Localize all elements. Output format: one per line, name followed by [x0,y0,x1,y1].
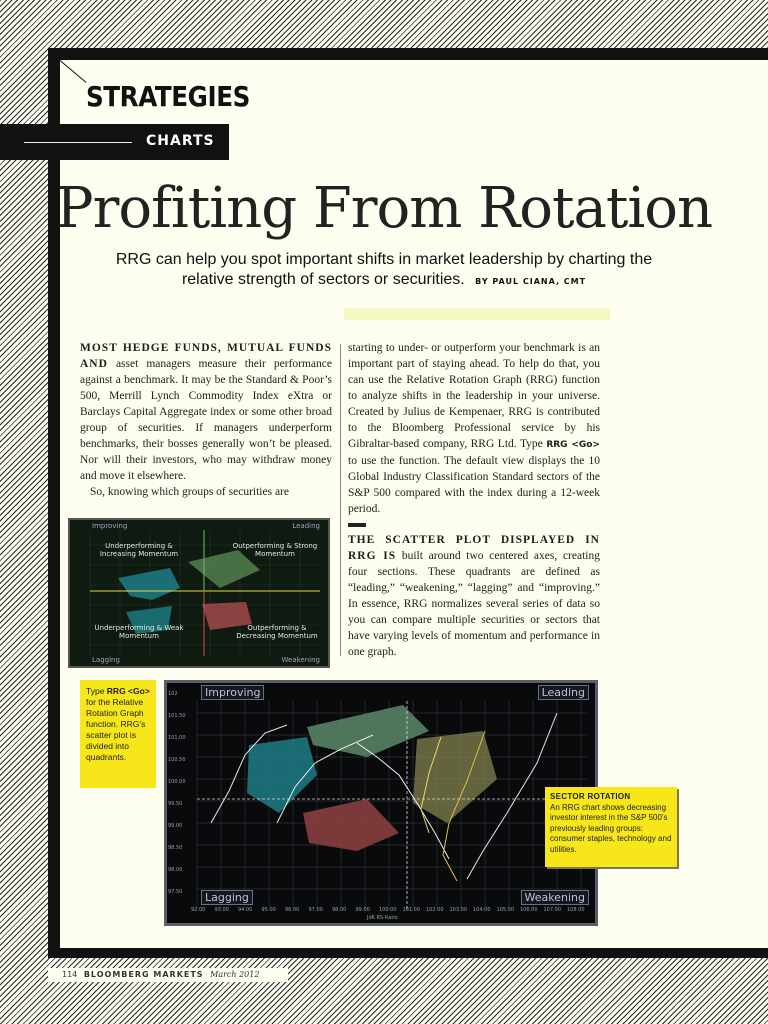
lead-in: MOST HEDGE FUNDS, MUTUAL FUNDS AND [80,342,332,370]
body-column-2 [348,340,600,517]
issue-date: March 2012 [210,970,260,979]
x-tick-label: 99.00 [355,907,370,913]
y-tick-label: 101.00 [168,735,186,741]
command-text: RRG <Go> [546,440,600,450]
paragraph-text: asset managers measure their performance against a benchmark. It may be the Standard & Poor’s 500, Merrill Lynch Commodity Index eXtra or Barclays Capital Aggregate index or some other broad group of securities. If managers underperform benchmarks, their bosses generally won’t be pleased. Nor will their investors, who may withdraw money and move it elsewhere. [80,358,332,482]
note-text: Type [86,686,107,696]
tag-improving: Improving [92,522,128,530]
quadrant-chart-thumbnail [68,518,330,668]
subsection-rule [24,142,132,143]
callout-body: An RRG chart shows decreasing investor interest in the S&P 500’s previously leading groups: consumer staples, technology and utilities. [550,802,672,854]
section-mark [348,523,366,527]
y-tick-label: 99.50 [168,801,183,807]
y-tick-label: 101.50 [168,713,186,719]
x-axis-label: JdK RS-Ratio [367,915,398,921]
lead-in: THE SCATTER PLOT DISPLAYED IN RRG IS [348,534,600,562]
paragraph: So, knowing which groups of securities are [90,486,289,498]
subsection-bar [0,124,229,160]
page-footer [48,968,288,982]
quadrant-label-improving: Underperforming & Increasing Momentum [99,542,179,558]
x-tick-label: 98.00 [332,907,347,913]
quadrant-label-leading: Outperforming & Strong Momentum [232,542,318,558]
publication-name: BLOOMBERG MARKETS [83,970,204,979]
tag-improving: Improving [201,685,264,700]
page-number: 114 [62,970,78,979]
caption-note [80,680,156,788]
y-tick-label: 100.00 [168,779,186,785]
tag-leading: Leading [538,685,589,700]
x-tick-label: 101.00 [402,907,420,913]
tag-leading: Leading [292,522,320,530]
body-column-1 [80,340,332,500]
x-tick-label: 102.00 [426,907,444,913]
x-tick-label: 105.00 [496,907,514,913]
y-tick-label: 100.50 [168,757,186,763]
tag-lagging: Lagging [92,656,120,664]
column-divider [340,344,341,656]
quadrant-label-lagging: Underperforming & Weak Momentum [94,624,184,640]
byline: BY PAUL CIANA, CMT [475,277,587,286]
x-tick-label: 93.00 [214,907,229,913]
y-tick-label: 99.00 [168,823,183,829]
y-tick-label: 102 [168,691,178,697]
deck-text: RRG can help you spot important shifts in market leadership by charting the relative strength of sectors or securities. [115,251,653,288]
note-text: for the Relative Rotation Graph function. RRG’s scatter plot is divided into quadrants. [86,697,146,762]
x-tick-label: 97.00 [308,907,323,913]
deck [96,250,672,292]
x-tick-label: 108.00 [567,907,585,913]
callout-title: SECTOR ROTATION [550,792,631,801]
x-tick-label: 94.00 [238,907,253,913]
rrg-chart [164,680,598,926]
x-tick-label: 106.00 [520,907,538,913]
x-tick-label: 103.00 [449,907,467,913]
x-tick-label: 95.00 [261,907,276,913]
x-tick-label: 96.00 [285,907,300,913]
sector-rotation-callout [545,787,677,867]
x-tick-label: 92.00 [191,907,206,913]
x-tick-label: 104.00 [473,907,491,913]
y-tick-label: 98.00 [168,867,183,873]
quadrant-label-weakening: Outperforming & Decreasing Momentum [236,624,318,640]
body-column-2-section [348,532,600,660]
highlight-band [344,308,610,320]
tag-lagging: Lagging [201,890,253,905]
tag-weakening: Weakening [521,890,589,905]
section-label: STRATEGIES [86,80,250,113]
tag-weakening: Weakening [281,656,320,664]
y-tick-label: 98.50 [168,845,183,851]
paragraph [348,532,600,660]
x-tick-label: 100.00 [379,907,397,913]
x-tick-label: 107.00 [543,907,561,913]
y-tick-label: 97.50 [168,889,183,895]
paragraph [348,340,600,517]
headline: Profiting From Rotation [55,176,713,241]
paragraph-text: built around two centered axes, creating four sections. These quadrants are defined as “leading,” “weakening,” “lagging” and “improving.” In essence, RRG normalizes several series of data so you can compare multiple securities or sectors that have varying levels of momentum and performance in one graph. [348,550,600,658]
rrg-chart-graphic [167,683,595,923]
note-command: RRG <Go> [106,686,150,696]
paragraph-text: starting to under- or outperform your benchmark is an important part of staying ahead. To help do that, you can use the Relative Rotation Graph (RRG) function to analyze shifts in the leadership in your universe. Created by Julius de Kempenaer, RRG is contributed to the Bloomberg Professional service by his Gibraltar-based company, RRG Ltd. Type [348,342,600,450]
paragraph [80,340,332,484]
subsection-label: CHARTS [146,133,215,149]
paragraph-text: to use the function. The default view displays the 10 Global Industry Classification Standard sectors of the S&P 500 compared with the index during a 12-week period. [348,455,600,515]
